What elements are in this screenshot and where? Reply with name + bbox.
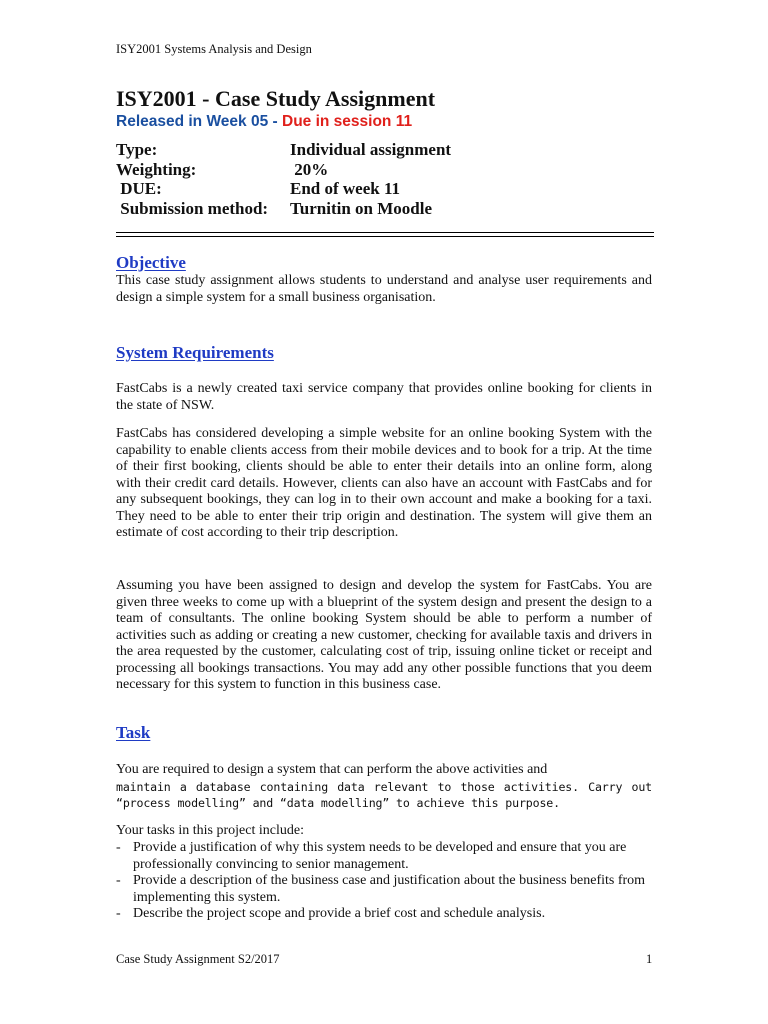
meta-key: Weighting: bbox=[116, 159, 197, 179]
running-header: ISY2001 Systems Analysis and Design bbox=[116, 42, 312, 56]
divider-top bbox=[116, 232, 654, 233]
requirements-para-2: FastCabs has considered developing a simple website for an online booking System with the capability to enable clients access from their mobile devices and to book for a trip. At the time of their first booking, clients should be able to enter their details into an online form, along with their credit card details. However, clients can also have an account with FastCabs and for any subsequent bookings, they can log in to their own account and make a booking for a taxi. They need to be able to enter their trip origin and destination. The system will give them an estimate of cost according to their trip description. bbox=[116, 426, 652, 540]
objective-text: This case study assignment allows students to understand and analyse user requirements and design a simple system for a small business organisation. bbox=[116, 273, 652, 305]
meta-row-weighting bbox=[116, 160, 556, 180]
list-dash: - bbox=[116, 840, 121, 855]
task-para bbox=[116, 762, 652, 812]
meta-value: 20% bbox=[290, 159, 329, 179]
footer-title: Case Study Assignment S2/2017 bbox=[116, 952, 280, 966]
task-intro: Your tasks in this project include: bbox=[116, 823, 304, 838]
list-item-text: Provide a description of the business case and justification about the business benefits from implementing this system. bbox=[133, 873, 646, 905]
list-item-text: Provide a justification of why this system needs to be developed and ensure that you are professionally convincing to senior management. bbox=[133, 840, 627, 872]
list-item bbox=[116, 906, 652, 923]
divider-bottom bbox=[116, 236, 654, 237]
meta-key: Type: bbox=[116, 140, 158, 159]
requirements-heading: System Requirements bbox=[116, 343, 274, 362]
release-line bbox=[116, 113, 412, 131]
requirements-para-3: Assuming you have been assigned to design and develop the system for FastCabs. You are given three weeks to come up with a blueprint of the system design and present the design to a team of consultants. The online booking System should be able to perform a number of activities such as adding or creating a new customer, checking for available taxis and drivers in the area requested by the customer, calculating cost of trip, issuing online ticket or receipt and processing all bookings transactions. You may add any other possible functions that you deem necessary for this system to function in this business case. bbox=[116, 578, 652, 692]
page-number: 1 bbox=[646, 952, 653, 966]
meta-value: End of week 11 bbox=[290, 179, 401, 198]
meta-key: DUE: bbox=[116, 179, 162, 198]
task-heading: Task bbox=[116, 723, 151, 742]
meta-row-type bbox=[116, 140, 556, 160]
list-item bbox=[116, 840, 652, 873]
meta-row-due bbox=[116, 179, 556, 199]
list-dash: - bbox=[116, 873, 121, 888]
meta-key: Submission method: bbox=[116, 198, 269, 218]
document-title: ISY2001 - Case Study Assignment bbox=[116, 86, 436, 111]
list-item-text: Describe the project scope and provide a brief cost and schedule analysis. bbox=[133, 906, 546, 921]
list-dash: - bbox=[116, 906, 121, 921]
meta-row-submission bbox=[116, 199, 556, 219]
task-list bbox=[116, 840, 652, 923]
objective-heading: Objective bbox=[116, 253, 186, 272]
list-item bbox=[116, 873, 652, 906]
meta-value: Individual assignment bbox=[290, 140, 452, 159]
requirements-para-1: FastCabs is a newly created taxi service company that provides online booking for clients in the state of NSW. bbox=[116, 381, 652, 413]
due-session: Due in session 11 bbox=[282, 113, 413, 130]
task-para-line-1: You are required to design a system that can perform the above activities and bbox=[116, 762, 548, 777]
assignment-meta bbox=[116, 140, 556, 218]
release-week: Released in Week 05 - bbox=[116, 113, 282, 130]
meta-value: Turnitin on Moodle bbox=[290, 198, 433, 218]
task-para-rest: maintain a database containing data relevant to those activities. Carry out “process modelling” and “data modelling” to achieve this purpose. bbox=[116, 779, 652, 810]
